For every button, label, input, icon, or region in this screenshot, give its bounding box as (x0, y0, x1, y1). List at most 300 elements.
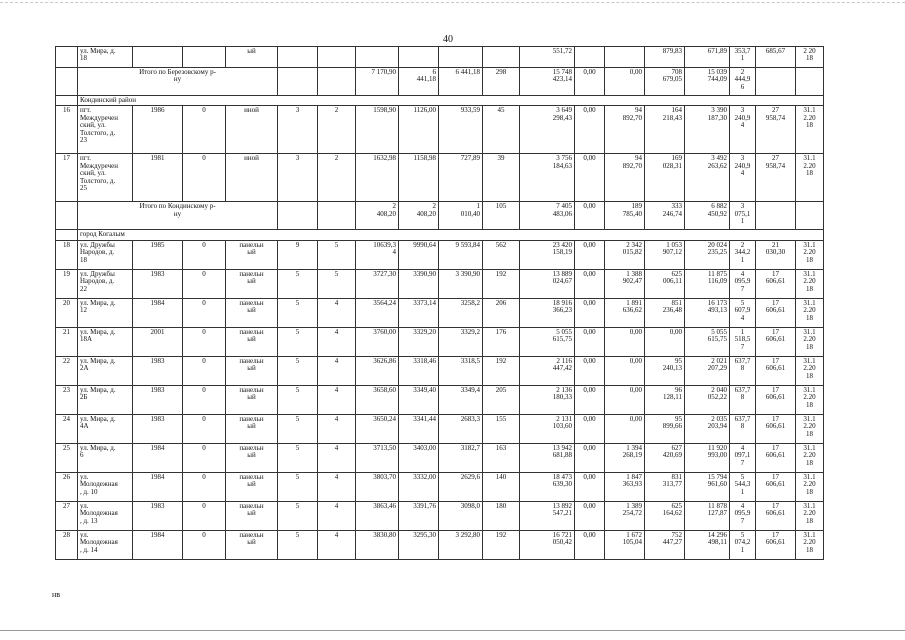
table-cell: 4 (318, 356, 356, 385)
table-cell: 5 (278, 472, 318, 501)
table-cell: 7 170,90 (356, 68, 399, 96)
scan-edge-bottom (0, 630, 905, 631)
table-cell: 5 (278, 530, 318, 559)
table-cell: 2 (318, 106, 356, 154)
table-cell: 5 (318, 240, 356, 269)
table-cell: 637,7 8 (730, 414, 756, 443)
table-cell: 2 035 203,94 (685, 414, 730, 443)
row-number-cell: 20 (56, 298, 78, 327)
table-cell: 15 794 961,60 (685, 472, 730, 501)
table-cell: 3650,24 (356, 414, 399, 443)
table-cell: 0,00 (605, 327, 645, 356)
table-cell: 180 (483, 501, 520, 530)
table-cell: 1984 (133, 298, 183, 327)
table-cell: 0,00 (575, 414, 605, 443)
table-cell (756, 68, 796, 96)
table-cell: 1983 (133, 501, 183, 530)
table-cell: 31.1 2.20 18 (796, 530, 824, 559)
table-cell: 2 408,20 (356, 202, 399, 230)
table-row (56, 356, 824, 385)
table-cell: панельн ый (226, 327, 278, 356)
table-cell: 95 240,13 (645, 356, 685, 385)
table-cell: панельн ый (226, 385, 278, 414)
table-cell: 2 021 207,29 (685, 356, 730, 385)
table-cell: 23 420 158,19 (520, 240, 575, 269)
table-cell: 4 (318, 443, 356, 472)
table-cell: 4 (318, 530, 356, 559)
table-cell: 3318,5 (439, 356, 483, 385)
row-number-cell: 28 (56, 530, 78, 559)
table-cell: 31.1 2.20 18 (796, 269, 824, 298)
table-cell: 2 131 103,60 (520, 414, 575, 443)
table-cell: 4 (318, 298, 356, 327)
address-cell: ул. Мира, д. 18А (78, 327, 133, 356)
table-cell: 17 606,61 (756, 385, 796, 414)
table-cell: 562 (483, 240, 520, 269)
total-label: Итого по Кондинскому р- ну (78, 202, 278, 230)
table-cell: 0,00 (605, 68, 645, 96)
address-cell: пгт. Междуречен ский, ул. Толстого, д. 25 (78, 154, 133, 202)
table-cell: 5 (278, 414, 318, 443)
table-cell: 0 (183, 472, 226, 501)
table-cell (318, 47, 356, 68)
table-cell: 15 748 423,14 (520, 68, 575, 96)
table-cell: 3391,76 (399, 501, 439, 530)
table-cell: 18 916 366,23 (520, 298, 575, 327)
table-cell: 13 889 024,67 (520, 269, 575, 298)
table-cell: 192 (483, 530, 520, 559)
table-cell: 3403,00 (399, 443, 439, 472)
row-number-cell (56, 47, 78, 68)
table-cell: 3373,14 (399, 298, 439, 327)
table-cell: 1983 (133, 414, 183, 443)
table-cell (133, 47, 183, 68)
table-cell: 0,00 (575, 501, 605, 530)
table-cell: 94 892,70 (605, 106, 645, 154)
address-cell: ул. Мира, д. 2Б (78, 385, 133, 414)
table-cell: 353,7 1 (730, 47, 756, 68)
table-cell: 163 (483, 443, 520, 472)
table-cell: 169 028,31 (645, 154, 685, 202)
table-cell: 1 053 907,12 (645, 240, 685, 269)
table-cell: 0,00 (575, 154, 605, 202)
table-cell (56, 230, 78, 240)
table-cell: 39 (483, 154, 520, 202)
table-cell: 205 (483, 385, 520, 414)
table-cell: 4 (318, 385, 356, 414)
table-cell: 18 473 639,30 (520, 472, 575, 501)
table-cell: 16 173 493,13 (685, 298, 730, 327)
table-cell: 17 606,61 (756, 501, 796, 530)
table-cell: 9 593,84 (439, 240, 483, 269)
table-cell: 3329,20 (399, 327, 439, 356)
table-cell (399, 47, 439, 68)
table-cell (605, 47, 645, 68)
row-number-cell: 19 (56, 269, 78, 298)
table-cell: 94 892,70 (605, 154, 645, 202)
table-cell (183, 47, 226, 68)
table-cell: 31.1 2.20 18 (796, 385, 824, 414)
table-cell: 5 055 615,75 (685, 327, 730, 356)
row-number-cell: 24 (56, 414, 78, 443)
table-cell: 4 095,9 7 (730, 269, 756, 298)
table-cell: 831 313,77 (645, 472, 685, 501)
table-cell: 1 010,40 (439, 202, 483, 230)
table-cell: 0 (183, 501, 226, 530)
table-cell: 1 847 363,93 (605, 472, 645, 501)
table-cell: 2001 (133, 327, 183, 356)
table-cell: 9 (278, 240, 318, 269)
table-row (56, 240, 824, 269)
table-cell: панельн ый (226, 269, 278, 298)
table-cell: 2 20 18 (796, 47, 824, 68)
table-cell: 3332,00 (399, 472, 439, 501)
table-cell: 0 (183, 327, 226, 356)
table-cell: 879,83 (645, 47, 685, 68)
row-number-cell: 23 (56, 385, 78, 414)
table-cell: 2 408,20 (399, 202, 439, 230)
table-cell: 3 390 187,30 (685, 106, 730, 154)
table-cell: 0 (183, 414, 226, 443)
table-cell: 1126,00 (399, 106, 439, 154)
address-cell: ул. Дружбы Народов, д. 18 (78, 240, 133, 269)
table-cell: 3863,46 (356, 501, 399, 530)
table-cell: 5 (278, 327, 318, 356)
total-row (56, 202, 824, 230)
table-cell: 3 (278, 106, 318, 154)
table-cell: 1 388 902,47 (605, 269, 645, 298)
table-cell: 5 607,9 4 (730, 298, 756, 327)
address-cell: ул. Мира, д. 18 (78, 47, 133, 68)
table-cell: иной (226, 106, 278, 154)
table-cell: 14 296 498,11 (685, 530, 730, 559)
table-cell: 3713,50 (356, 443, 399, 472)
table-cell: 3349,40 (399, 385, 439, 414)
table-cell (278, 47, 318, 68)
table-cell: панельн ый (226, 298, 278, 327)
table-cell: 20 024 235,25 (685, 240, 730, 269)
table-cell: 0 (183, 240, 226, 269)
table-cell: 0 (183, 356, 226, 385)
table-cell: 31.1 2.20 18 (796, 443, 824, 472)
total-label: Итого по Березовскому р- ну (78, 68, 278, 96)
table-cell: 0,00 (575, 202, 605, 230)
table-cell: 0,00 (575, 472, 605, 501)
table-cell: 31.1 2.20 18 (796, 240, 824, 269)
table-cell: 0 (183, 385, 226, 414)
table-cell: 17 606,61 (756, 356, 796, 385)
table-cell: 5 (278, 356, 318, 385)
table-cell: 31.1 2.20 18 (796, 414, 824, 443)
table-cell: 637,7 8 (730, 356, 756, 385)
table-cell: 933,59 (439, 106, 483, 154)
table-cell: 5 055 615,75 (520, 327, 575, 356)
table-cell: 3349,4 (439, 385, 483, 414)
table-cell: 3 492 263,62 (685, 154, 730, 202)
table-cell: 6 882 450,92 (685, 202, 730, 230)
table-cell: 13 892 547,21 (520, 501, 575, 530)
table-cell: 1983 (133, 385, 183, 414)
table-cell: 17 606,61 (756, 414, 796, 443)
table-cell: 17 606,61 (756, 298, 796, 327)
table-cell: 3760,00 (356, 327, 399, 356)
table-row (56, 443, 824, 472)
row-number-cell: 27 (56, 501, 78, 530)
table-cell: 0,00 (645, 327, 685, 356)
table-cell: ый (226, 47, 278, 68)
table-cell (56, 96, 78, 106)
table-row (56, 269, 824, 298)
table-cell: 3 649 298,43 (520, 106, 575, 154)
table-cell: 1984 (133, 472, 183, 501)
table-cell: 140 (483, 472, 520, 501)
table-cell: 3727,30 (356, 269, 399, 298)
address-cell: пгт. Междуречен ский, ул. Толстого, д. 23 (78, 106, 133, 154)
row-number-cell: 18 (56, 240, 78, 269)
table-cell: панельн ый (226, 530, 278, 559)
table-cell: 3341,44 (399, 414, 439, 443)
table-cell: 1983 (133, 269, 183, 298)
table-cell: 1985 (133, 240, 183, 269)
table-cell: 1984 (133, 530, 183, 559)
row-number-cell: 17 (56, 154, 78, 202)
table-cell: 627 420,69 (645, 443, 685, 472)
row-number-cell: 25 (56, 443, 78, 472)
table-cell: 3318,46 (399, 356, 439, 385)
table-row (56, 106, 824, 154)
table-cell: 3 240,9 4 (730, 154, 756, 202)
table-cell: 9990,64 (399, 240, 439, 269)
address-cell: ул. Молодежная , д. 14 (78, 530, 133, 559)
table-row (56, 385, 824, 414)
table-cell: 1 389 254,72 (605, 501, 645, 530)
table-cell: 3626,86 (356, 356, 399, 385)
table-row (56, 472, 824, 501)
table-row (56, 298, 824, 327)
table-cell: 0 (183, 298, 226, 327)
table-cell: 164 218,43 (645, 106, 685, 154)
table-cell: 31.1 2.20 18 (796, 154, 824, 202)
table-row (56, 414, 824, 443)
total-row (56, 68, 824, 96)
table-row (56, 327, 824, 356)
table-cell: 2 (318, 154, 356, 202)
table-cell: 2 444,9 6 (730, 68, 756, 96)
table-cell: 5 (278, 385, 318, 414)
table-cell: 0 (183, 269, 226, 298)
table-cell: 0,00 (605, 385, 645, 414)
table-cell: 0,00 (575, 443, 605, 472)
row-number-cell: 16 (56, 106, 78, 154)
table-cell: 708 679,05 (645, 68, 685, 96)
table-cell: 192 (483, 356, 520, 385)
scan-edge-top (0, 2, 905, 3)
table-cell: 5 074,2 1 (730, 530, 756, 559)
table-cell: 0,00 (575, 68, 605, 96)
table-cell: 2629,6 (439, 472, 483, 501)
table-cell: 1598,90 (356, 106, 399, 154)
table-cell: 3 756 184,63 (520, 154, 575, 202)
table-cell: 1 891 636,62 (605, 298, 645, 327)
table-cell (756, 202, 796, 230)
table-cell: 31.1 2.20 18 (796, 298, 824, 327)
table-cell: 625 164,62 (645, 501, 685, 530)
table-cell: 4 (318, 472, 356, 501)
address-cell: ул. Мира, д. 12 (78, 298, 133, 327)
table-cell: 3 292,80 (439, 530, 483, 559)
table-cell: 4 (318, 501, 356, 530)
table-cell (318, 68, 356, 96)
table-cell: 298 (483, 68, 520, 96)
table-cell: 155 (483, 414, 520, 443)
table-cell: 0,00 (575, 298, 605, 327)
table-cell: 31.1 2.20 18 (796, 501, 824, 530)
table-cell: 3 240,9 4 (730, 106, 756, 154)
table-cell: 551,72 (520, 47, 575, 68)
table-cell: 1158,98 (399, 154, 439, 202)
table-cell: панельн ый (226, 240, 278, 269)
table-cell: 0 (183, 443, 226, 472)
table-row (56, 47, 824, 68)
table-cell: 637,7 8 (730, 385, 756, 414)
table-cell: 2 116 447,42 (520, 356, 575, 385)
table-cell: 2683,3 (439, 414, 483, 443)
address-cell: ул. Мира, д. 4А (78, 414, 133, 443)
table-cell: 105 (483, 202, 520, 230)
row-number-cell: 22 (56, 356, 78, 385)
housing-register-table (55, 46, 824, 560)
table-cell: 13 942 681,88 (520, 443, 575, 472)
table-cell: 4 (318, 414, 356, 443)
table-cell: 752 447,27 (645, 530, 685, 559)
table-cell: 671,89 (685, 47, 730, 68)
table-cell: панельн ый (226, 501, 278, 530)
table-cell: панельн ый (226, 414, 278, 443)
address-cell: ул. Молодежная , д. 10 (78, 472, 133, 501)
table-cell: 17 606,61 (756, 530, 796, 559)
table-cell: 16 721 050,42 (520, 530, 575, 559)
table-cell: 5 (278, 269, 318, 298)
table-cell: 11 920 993,00 (685, 443, 730, 472)
table-cell: 176 (483, 327, 520, 356)
table-cell: 3098,0 (439, 501, 483, 530)
table-cell: 1 394 268,19 (605, 443, 645, 472)
table-cell: 4 095,9 7 (730, 501, 756, 530)
table-row (56, 154, 824, 202)
table-cell: 45 (483, 106, 520, 154)
table-cell: 15 039 744,09 (685, 68, 730, 96)
table-cell: 4 (318, 327, 356, 356)
table-cell: 0,00 (575, 530, 605, 559)
table-cell: панельн ый (226, 356, 278, 385)
table-cell: 3390,90 (399, 269, 439, 298)
table-cell: 6 441,18 (399, 68, 439, 96)
table-cell: 5 (318, 269, 356, 298)
table-cell: 0,00 (575, 327, 605, 356)
section-label: город Когалым (78, 230, 824, 240)
table-cell: 1 518,5 7 (730, 327, 756, 356)
table-cell: 3 390,90 (439, 269, 483, 298)
table-cell: 3 075,1 1 (730, 202, 756, 230)
table-cell: 2 040 052,22 (685, 385, 730, 414)
table-cell: 3564,24 (356, 298, 399, 327)
table-cell: 189 785,40 (605, 202, 645, 230)
table-cell: 2 342 015,82 (605, 240, 645, 269)
table-cell: 0,00 (575, 106, 605, 154)
table-cell: 851 236,48 (645, 298, 685, 327)
section-header-row (56, 230, 824, 240)
table-cell: 0,00 (575, 240, 605, 269)
corner-mark: нв (52, 590, 61, 599)
row-number-cell: 26 (56, 472, 78, 501)
table-cell: 0,00 (605, 414, 645, 443)
table-cell: 3329,2 (439, 327, 483, 356)
address-cell: ул. Дружбы Народов, д. 22 (78, 269, 133, 298)
table-cell: 625 006,11 (645, 269, 685, 298)
table-cell: 0 (183, 106, 226, 154)
table-cell: 5 (278, 298, 318, 327)
table-cell: 3182,7 (439, 443, 483, 472)
section-label: Кондинский район (78, 96, 824, 106)
table-cell: 31.1 2.20 18 (796, 327, 824, 356)
table-cell: 0 (183, 530, 226, 559)
address-cell: ул. Мира, д. 2А (78, 356, 133, 385)
table-cell (439, 47, 483, 68)
table-cell: 2 136 180,33 (520, 385, 575, 414)
table-cell: 95 899,66 (645, 414, 685, 443)
table-cell: иной (226, 154, 278, 202)
table-cell: 727,89 (439, 154, 483, 202)
table-cell: 10639,3 4 (356, 240, 399, 269)
table-cell (483, 47, 520, 68)
table-cell: 192 (483, 269, 520, 298)
table-cell: 17 606,61 (756, 269, 796, 298)
table-cell: 206 (483, 298, 520, 327)
table-cell: 1 672 105,04 (605, 530, 645, 559)
table-cell: 5 (278, 501, 318, 530)
table-cell: 0 (183, 154, 226, 202)
table-cell: 3658,60 (356, 385, 399, 414)
table-cell: 685,67 (756, 47, 796, 68)
table-cell: 17 606,61 (756, 443, 796, 472)
table-cell: 6 441,18 (439, 68, 483, 96)
table-cell: 17 606,61 (756, 472, 796, 501)
table-cell: 2 344,2 1 (730, 240, 756, 269)
table-cell: 31.1 2.20 18 (796, 472, 824, 501)
table-cell: 0,00 (605, 356, 645, 385)
table-cell (278, 68, 318, 96)
table-cell (796, 68, 824, 96)
table-cell (318, 202, 356, 230)
table-cell (356, 47, 399, 68)
table-cell: 1984 (133, 443, 183, 472)
table-cell: 27 958,74 (756, 106, 796, 154)
table-cell (56, 202, 78, 230)
table-cell: 5 (278, 443, 318, 472)
table-cell: 7 405 483,06 (520, 202, 575, 230)
table-cell: панельн ый (226, 472, 278, 501)
table-cell: 3295,30 (399, 530, 439, 559)
table-cell: 0,00 (575, 356, 605, 385)
row-number-cell: 21 (56, 327, 78, 356)
address-cell: ул. Мира, д. 6 (78, 443, 133, 472)
table-cell: панельн ый (226, 443, 278, 472)
address-cell: ул. Молодежная , д. 13 (78, 501, 133, 530)
section-header-row (56, 96, 824, 106)
table-cell: 96 128,11 (645, 385, 685, 414)
table-cell: 31.1 2.20 18 (796, 356, 824, 385)
table-cell: 3258,2 (439, 298, 483, 327)
